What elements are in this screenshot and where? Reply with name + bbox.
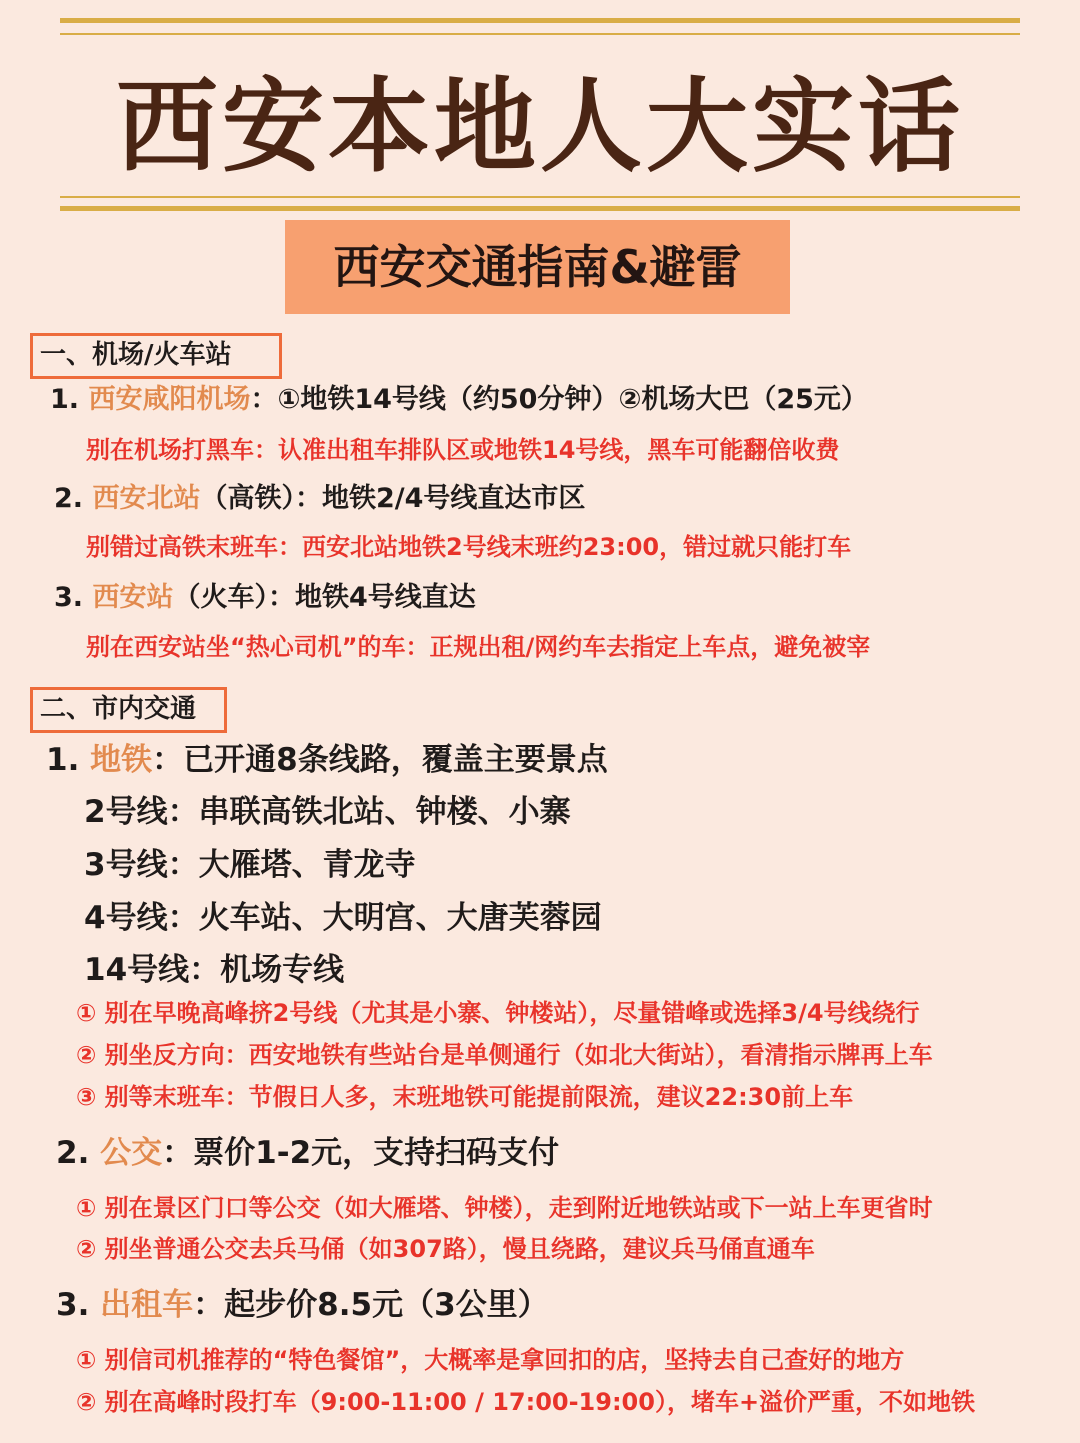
s2-bus bbox=[56, 1133, 559, 1173]
section2-title: 二、市内交通 bbox=[40, 694, 197, 724]
s1-item2 bbox=[54, 481, 585, 517]
page-subtitle: 西安交通指南&避雷 bbox=[333, 240, 742, 294]
top-rule-thin bbox=[60, 33, 1020, 35]
section1-title: 一、机场/火车站 bbox=[40, 340, 232, 370]
s1-item2-name: 西安北站 bbox=[92, 483, 201, 514]
top-rule-thick bbox=[60, 18, 1020, 23]
s2-metro-num: 1. bbox=[46, 742, 80, 778]
bottom-rule-thin bbox=[60, 196, 1020, 198]
s1-item3-name: 西安站 bbox=[92, 582, 174, 613]
s2-bus-name: 公交 bbox=[100, 1135, 163, 1171]
s1-item3-text: （火车）：地铁4号线直达 bbox=[173, 582, 476, 613]
s2-metro bbox=[46, 740, 608, 780]
metro-tip-3: ③ 别等末班车：节假日人多，末班地铁可能提前限流，建议22:30前上车 bbox=[76, 1083, 854, 1111]
metro-line-14: 14号线：机场专线 bbox=[84, 952, 345, 988]
taxi-tip-1: ① 别信司机推荐的“特色餐馆”，大概率是拿回扣的店，坚持去自己查好的地方 bbox=[76, 1346, 905, 1374]
s1-item1-warning: 别在机场打黑车：认准出租车排队区或地铁14号线，黑车可能翻倍收费 bbox=[86, 436, 840, 464]
s2-taxi-num: 3. bbox=[56, 1287, 90, 1323]
s1-item2-num: 2. bbox=[54, 483, 84, 514]
s1-item3 bbox=[54, 580, 476, 616]
bus-tip-1: ① 别在景区门口等公交（如大雁塔、钟楼），走到附近地铁站或下一站上车更省时 bbox=[76, 1194, 933, 1222]
s2-taxi bbox=[56, 1285, 549, 1325]
metro-line-4: 4号线：火车站、大明宫、大唐芙蓉园 bbox=[84, 900, 602, 936]
page-title: 西安本地人大实话 bbox=[116, 68, 964, 187]
s1-item3-warning: 别在西安站坐“热心司机”的车：正规出租/网约车去指定上车点，避免被宰 bbox=[86, 633, 871, 661]
metro-tip-1: ① 别在早晚高峰挤2号线（尤其是小寨、钟楼站），尽量错峰或选择3/4号线绕行 bbox=[76, 999, 920, 1027]
s2-bus-text: ：票价1-2元，支持扫码支付 bbox=[162, 1135, 560, 1171]
metro-tip-2: ② 别坐反方向：西安地铁有些站台是单侧通行（如北大街站），看清指示牌再上车 bbox=[76, 1041, 933, 1069]
bottom-rule-thick bbox=[60, 206, 1020, 211]
metro-line-3: 3号线：大雁塔、青龙寺 bbox=[84, 847, 416, 883]
s2-metro-text: ：已开通8条线路，覆盖主要景点 bbox=[152, 742, 608, 778]
s2-bus-num: 2. bbox=[56, 1135, 90, 1171]
s1-item1-text: ：①地铁14号线（约50分钟）②机场大巴（25元） bbox=[250, 384, 868, 415]
s2-taxi-text: ：起步价8.5元（3公里） bbox=[193, 1287, 549, 1323]
s1-item1-name: 西安咸阳机场 bbox=[88, 384, 251, 415]
s2-metro-name: 地铁 bbox=[90, 742, 153, 778]
s1-item2-text: （高铁）：地铁2/4号线直达市区 bbox=[200, 483, 586, 514]
taxi-tip-2: ② 别在高峰时段打车（9:00-11:00 / 17:00-19:00），堵车+溢价严重，不如地铁 bbox=[76, 1388, 976, 1416]
s1-item2-warning: 别错过高铁末班车：西安北站地铁2号线末班约23:00，错过就只能打车 bbox=[86, 533, 852, 561]
s2-taxi-name: 出租车 bbox=[100, 1287, 194, 1323]
metro-line-2: 2号线：串联高铁北站、钟楼、小寨 bbox=[84, 794, 571, 830]
s1-item1 bbox=[50, 382, 868, 418]
s1-item1-num: 1. bbox=[50, 384, 80, 415]
bus-tip-2: ② 别坐普通公交去兵马俑（如307路），慢且绕路，建议兵马俑直通车 bbox=[76, 1235, 815, 1263]
s1-item3-num: 3. bbox=[54, 582, 84, 613]
